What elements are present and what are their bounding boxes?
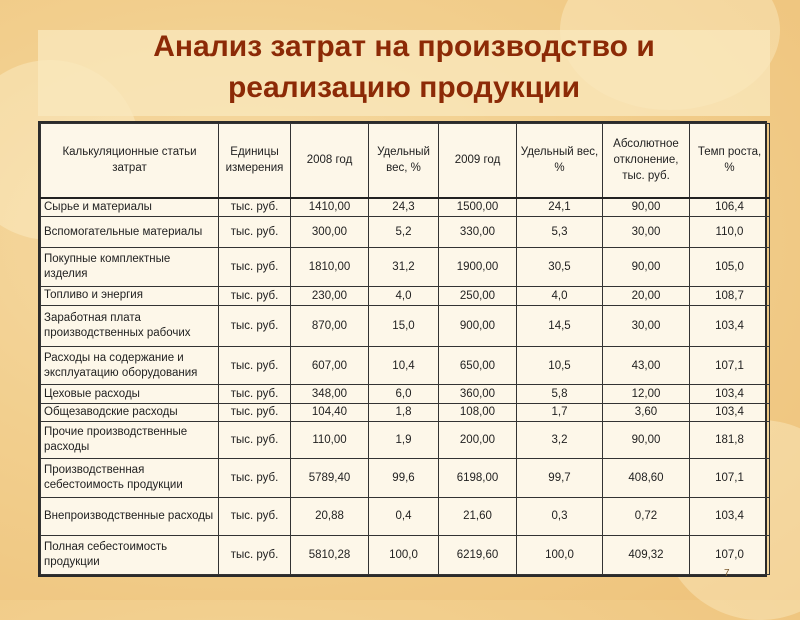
share-2008-cell: 6,0 bbox=[369, 385, 439, 403]
growth-cell: 103,4 bbox=[690, 385, 770, 403]
deviation-cell: 90,00 bbox=[603, 198, 690, 217]
deviation-cell: 30,00 bbox=[603, 306, 690, 347]
value-2008-cell: 20,88 bbox=[291, 497, 369, 536]
share-2008-cell: 15,0 bbox=[369, 306, 439, 347]
share-2008-cell: 1,8 bbox=[369, 403, 439, 421]
value-2008-cell: 348,00 bbox=[291, 385, 369, 403]
unit-cell: тыс. руб. bbox=[219, 458, 291, 497]
growth-cell: 106,4 bbox=[690, 198, 770, 217]
growth-cell: 108,7 bbox=[690, 286, 770, 305]
share-2008-cell: 100,0 bbox=[369, 536, 439, 575]
share-2009-cell: 0,3 bbox=[517, 497, 603, 536]
value-2008-cell: 870,00 bbox=[291, 306, 369, 347]
slide-title bbox=[38, 26, 770, 108]
share-2009-cell: 1,7 bbox=[517, 403, 603, 421]
deviation-cell: 30,00 bbox=[603, 217, 690, 248]
value-2008-cell: 300,00 bbox=[291, 217, 369, 248]
deviation-cell: 12,00 bbox=[603, 385, 690, 403]
table-row bbox=[41, 247, 770, 286]
table-row bbox=[41, 458, 770, 497]
share-2009-cell: 100,0 bbox=[517, 536, 603, 575]
value-2009-cell: 360,00 bbox=[439, 385, 517, 403]
table-row bbox=[41, 403, 770, 421]
unit-cell: тыс. руб. bbox=[219, 306, 291, 347]
share-2008-cell: 1,9 bbox=[369, 422, 439, 459]
value-2009-cell: 900,00 bbox=[439, 306, 517, 347]
header-cost-items: Калькуляционные статьи затрат bbox=[41, 124, 219, 198]
header-units: Единицы измерения bbox=[219, 124, 291, 198]
cost-item-cell: Прочие производственные расходы bbox=[41, 422, 219, 459]
cost-item-cell: Расходы на содержание и эксплуатацию оборудования bbox=[41, 346, 219, 385]
share-2009-cell: 24,1 bbox=[517, 198, 603, 217]
value-2009-cell: 6219,60 bbox=[439, 536, 517, 575]
unit-cell: тыс. руб. bbox=[219, 403, 291, 421]
cost-item-cell: Цеховые расходы bbox=[41, 385, 219, 403]
growth-cell: 107,1 bbox=[690, 458, 770, 497]
growth-cell: 107,0 bbox=[690, 536, 770, 575]
unit-cell: тыс. руб. bbox=[219, 346, 291, 385]
value-2009-cell: 21,60 bbox=[439, 497, 517, 536]
unit-cell: тыс. руб. bbox=[219, 422, 291, 459]
table-row bbox=[41, 198, 770, 217]
deviation-cell: 43,00 bbox=[603, 346, 690, 385]
value-2008-cell: 230,00 bbox=[291, 286, 369, 305]
value-2008-cell: 110,00 bbox=[291, 422, 369, 459]
cost-analysis-table bbox=[38, 121, 767, 577]
share-2008-cell: 0,4 bbox=[369, 497, 439, 536]
cost-item-cell: Топливо и энергия bbox=[41, 286, 219, 305]
unit-cell: тыс. руб. bbox=[219, 497, 291, 536]
header-2008: 2008 год bbox=[291, 124, 369, 198]
share-2008-cell: 10,4 bbox=[369, 346, 439, 385]
header-absolute-deviation: Абсолютное отклонение, тыс. руб. bbox=[603, 124, 690, 198]
growth-cell: 110,0 bbox=[690, 217, 770, 248]
value-2008-cell: 607,00 bbox=[291, 346, 369, 385]
deviation-cell: 90,00 bbox=[603, 247, 690, 286]
table-row bbox=[41, 217, 770, 248]
share-2009-cell: 5,8 bbox=[517, 385, 603, 403]
deviation-cell: 90,00 bbox=[603, 422, 690, 459]
table-header-row bbox=[41, 124, 770, 198]
header-share-2009: Удельный вес, % bbox=[517, 124, 603, 198]
unit-cell: тыс. руб. bbox=[219, 385, 291, 403]
header-share-2008: Удельный вес, % bbox=[369, 124, 439, 198]
slide-title-line-1: Анализ затрат на производство и bbox=[153, 30, 655, 63]
slide-title-line-2: реализацию продукции bbox=[227, 71, 581, 104]
growth-cell: 103,4 bbox=[690, 306, 770, 347]
share-2009-cell: 3,2 bbox=[517, 422, 603, 459]
deviation-cell: 409,32 bbox=[603, 536, 690, 575]
share-2009-cell: 30,5 bbox=[517, 247, 603, 286]
deviation-cell: 408,60 bbox=[603, 458, 690, 497]
page-number: 7 bbox=[724, 568, 730, 579]
deviation-cell: 3,60 bbox=[603, 403, 690, 421]
table-row bbox=[41, 286, 770, 305]
table-row bbox=[41, 306, 770, 347]
value-2009-cell: 108,00 bbox=[439, 403, 517, 421]
value-2009-cell: 250,00 bbox=[439, 286, 517, 305]
table-row bbox=[41, 536, 770, 575]
share-2008-cell: 4,0 bbox=[369, 286, 439, 305]
cost-item-cell: Покупные комплектные изделия bbox=[41, 247, 219, 286]
deviation-cell: 0,72 bbox=[603, 497, 690, 536]
cost-item-cell: Производственная себестоимость продукции bbox=[41, 458, 219, 497]
value-2009-cell: 6198,00 bbox=[439, 458, 517, 497]
unit-cell: тыс. руб. bbox=[219, 217, 291, 248]
share-2009-cell: 14,5 bbox=[517, 306, 603, 347]
growth-cell: 103,4 bbox=[690, 403, 770, 421]
table-row bbox=[41, 346, 770, 385]
value-2009-cell: 1900,00 bbox=[439, 247, 517, 286]
deviation-cell: 20,00 bbox=[603, 286, 690, 305]
share-2008-cell: 24,3 bbox=[369, 198, 439, 217]
growth-cell: 105,0 bbox=[690, 247, 770, 286]
table-row bbox=[41, 422, 770, 459]
table-row bbox=[41, 385, 770, 403]
value-2009-cell: 330,00 bbox=[439, 217, 517, 248]
value-2009-cell: 1500,00 bbox=[439, 198, 517, 217]
unit-cell: тыс. руб. bbox=[219, 247, 291, 286]
cost-item-cell: Внепроизводственные расходы bbox=[41, 497, 219, 536]
unit-cell: тыс. руб. bbox=[219, 286, 291, 305]
cost-item-cell: Сырье и материалы bbox=[41, 198, 219, 217]
share-2009-cell: 99,7 bbox=[517, 458, 603, 497]
cost-item-cell: Общезаводские расходы bbox=[41, 403, 219, 421]
growth-cell: 181,8 bbox=[690, 422, 770, 459]
value-2008-cell: 5810,28 bbox=[291, 536, 369, 575]
header-growth-rate: Темп роста, % bbox=[690, 124, 770, 198]
unit-cell: тыс. руб. bbox=[219, 536, 291, 575]
value-2008-cell: 1410,00 bbox=[291, 198, 369, 217]
table-row bbox=[41, 497, 770, 536]
cost-item-cell: Заработная плата производственных рабочих bbox=[41, 306, 219, 347]
cost-item-cell: Полная себестоимость продукции bbox=[41, 536, 219, 575]
value-2008-cell: 104,40 bbox=[291, 403, 369, 421]
share-2009-cell: 5,3 bbox=[517, 217, 603, 248]
value-2008-cell: 1810,00 bbox=[291, 247, 369, 286]
value-2009-cell: 200,00 bbox=[439, 422, 517, 459]
value-2009-cell: 650,00 bbox=[439, 346, 517, 385]
unit-cell: тыс. руб. bbox=[219, 198, 291, 217]
growth-cell: 103,4 bbox=[690, 497, 770, 536]
share-2009-cell: 10,5 bbox=[517, 346, 603, 385]
header-2009: 2009 год bbox=[439, 124, 517, 198]
cost-item-cell: Вспомогательные материалы bbox=[41, 217, 219, 248]
share-2008-cell: 99,6 bbox=[369, 458, 439, 497]
share-2009-cell: 4,0 bbox=[517, 286, 603, 305]
growth-cell: 107,1 bbox=[690, 346, 770, 385]
value-2008-cell: 5789,40 bbox=[291, 458, 369, 497]
share-2008-cell: 31,2 bbox=[369, 247, 439, 286]
share-2008-cell: 5,2 bbox=[369, 217, 439, 248]
